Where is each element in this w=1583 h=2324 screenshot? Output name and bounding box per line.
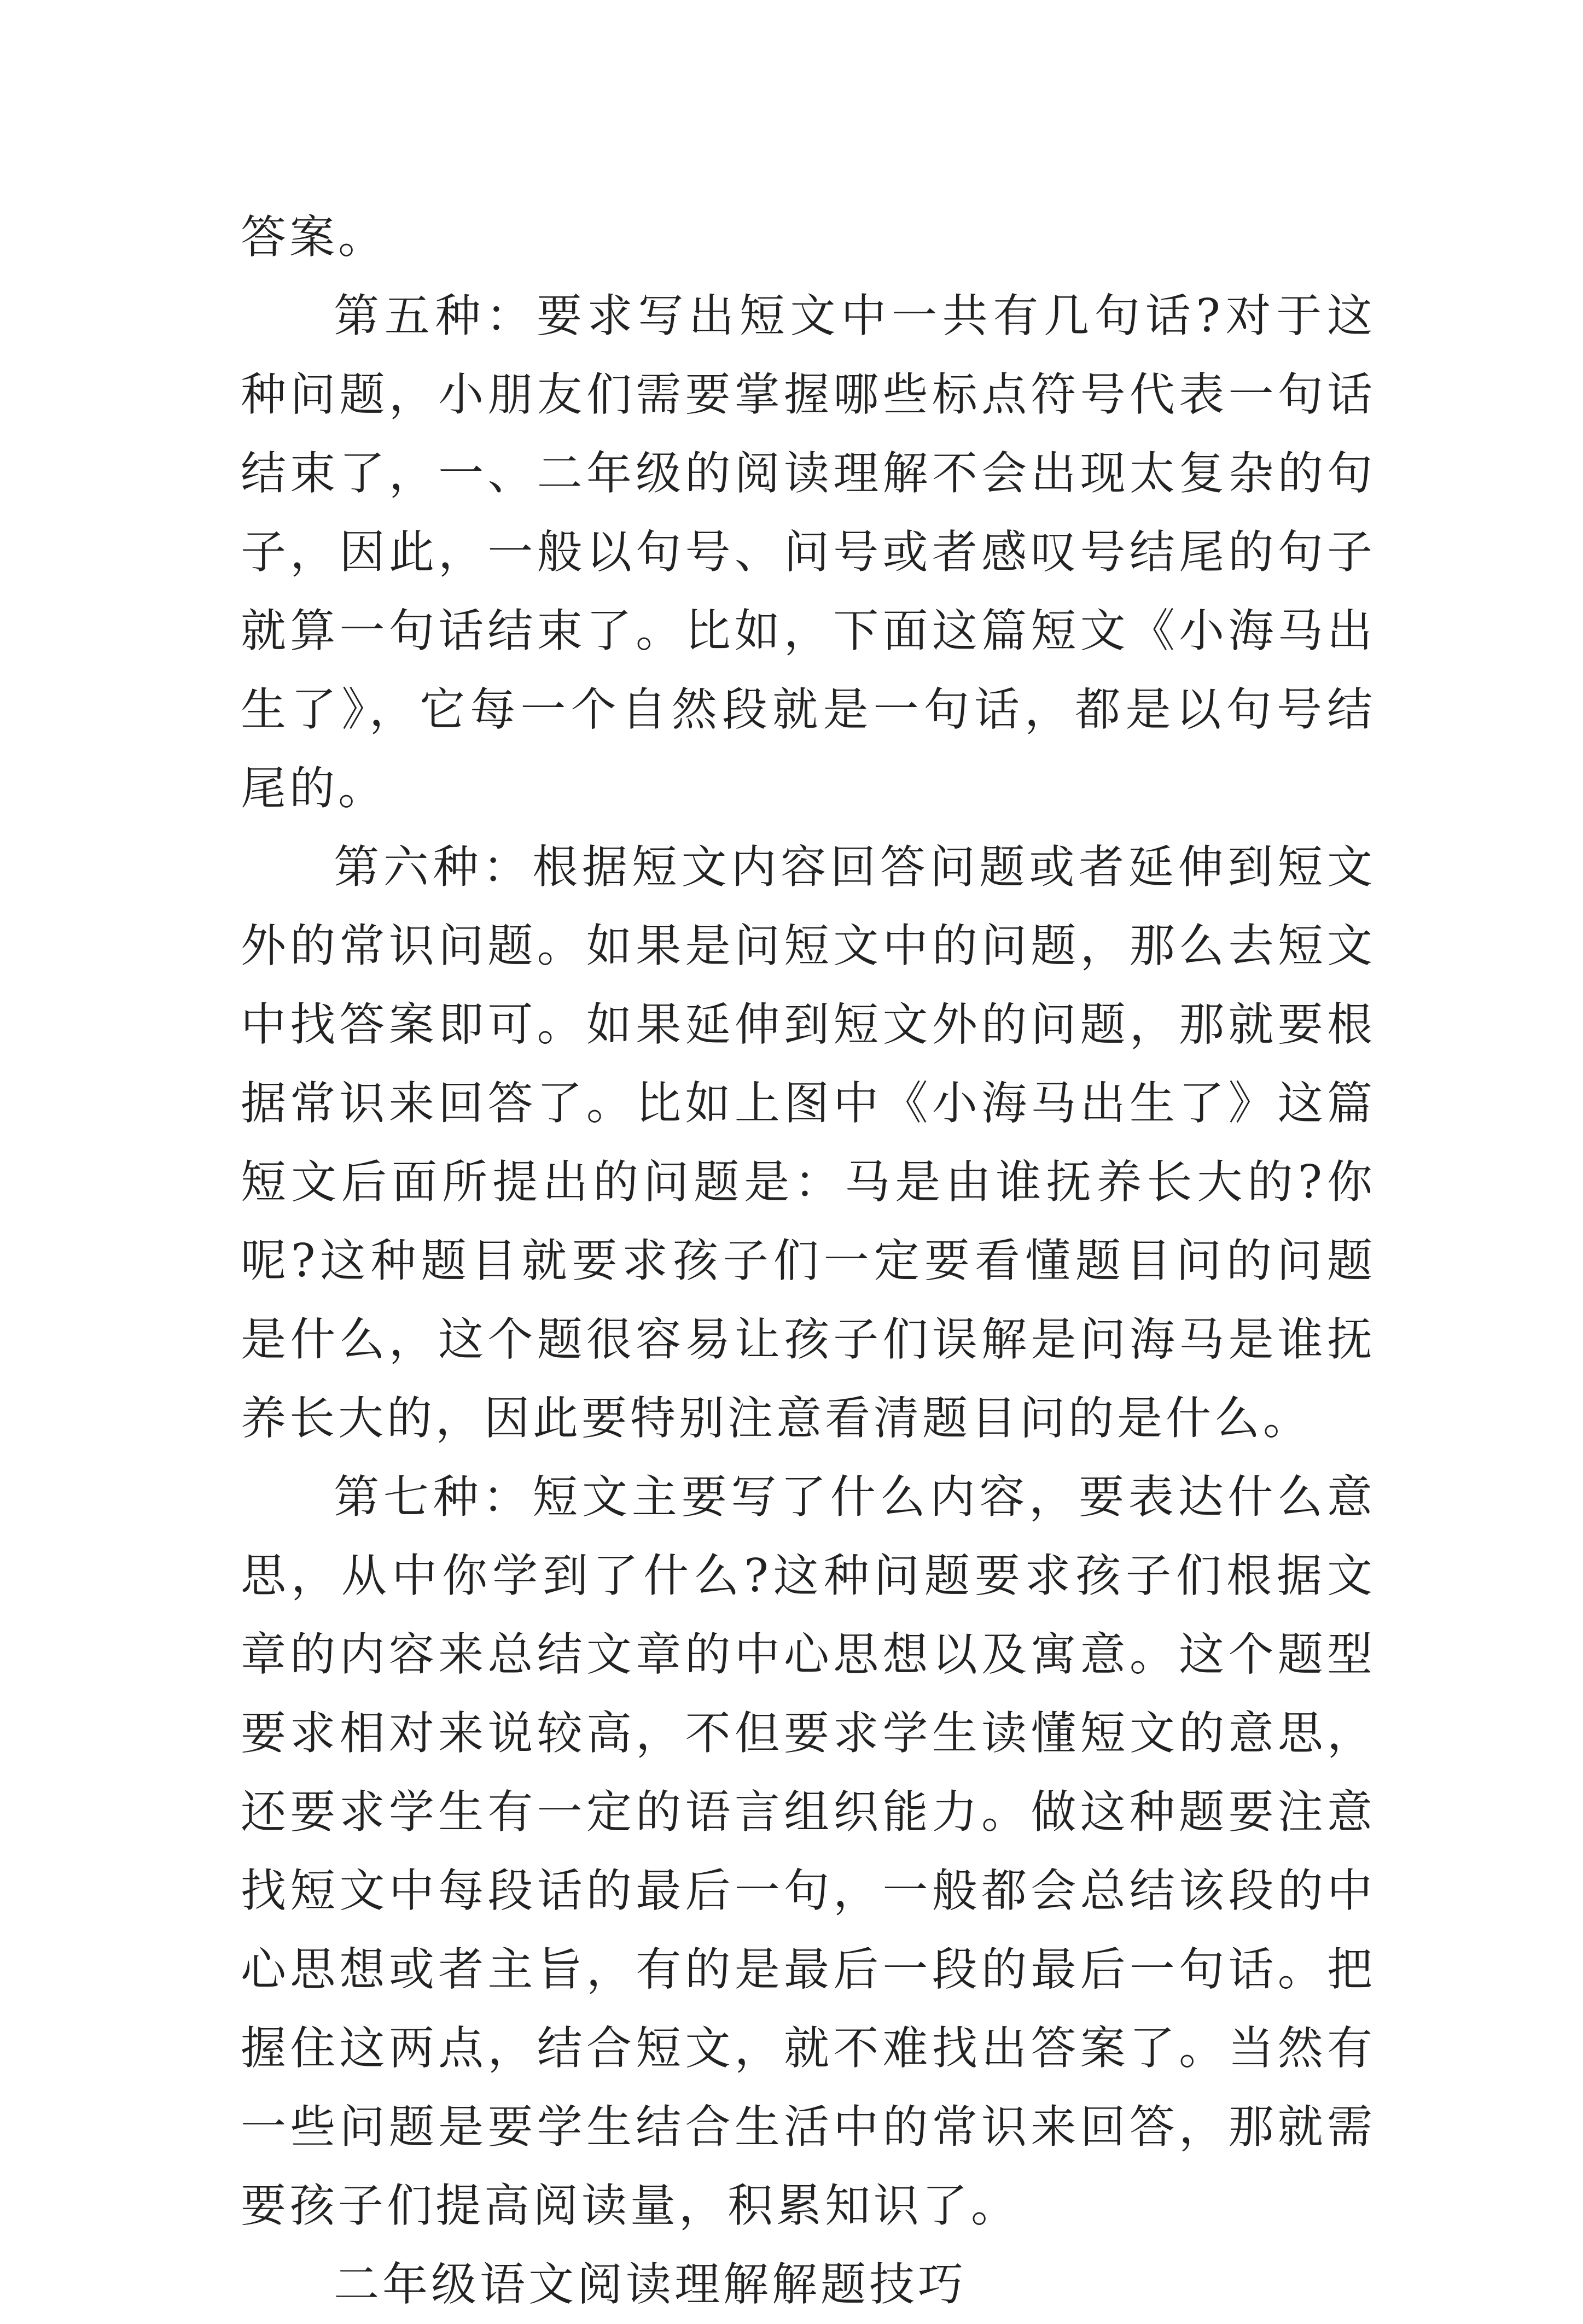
document-body (241, 198, 1376, 2324)
paragraph-type-five: 第五种：要求写出短文中一共有几句话?对于这种问题，小朋友们需要掌握哪些标点符号代表一句话结束了，一、二年级的阅读理解不会出现太复杂的句子，因此，一般以句号、问号或者感叹号结尾的句子就算一句话结束了。比如，下面这篇短文《小海马出生了》，它每一个自然段就是一句话，都是以句号结尾的。 (241, 289, 1376, 815)
paragraph-continuation: 答案。 (241, 211, 387, 264)
section-heading: 二年级语文阅读理解解题技巧 (334, 2258, 967, 2311)
paragraph-type-seven: 第七种：短文主要写了什么内容，要表达什么意思，从中你学到了什么?这种问题要求孩子们根据文章的内容来总结文章的中心思想以及寓意。这个题型要求相对来说较高，不但要求学生读懂短文的意思，还要求学生有一定的语言组织能力。做这种题要注意找短文中每段话的最后一句，一般都会总结该段的中心思想或者主旨，有的是最后一段的最后一句话。把握住这两点，结合短文，就不难找出答案了。当然有一些问题是要学生结合生活中的常识来回答，那就需要孩子们提高阅读量，积累知识了。 (241, 1470, 1376, 2232)
paragraph-type-six: 第六种：根据短文内容回答问题或者延伸到短文外的常识问题。如果是问短文中的问题，那么去短文中找答案即可。如果延伸到短文外的问题，那就要根据常识来回答了。比如上图中《小海马出生了》这篇短文后面所提出的问题是：马是由谁抚养长大的?你呢?这种题目就要求孩子们一定要看懂题目问的问题是什么，这个题很容易让孩子们误解是问海马是谁抚养长大的，因此要特别注意看清题目问的是什么。 (241, 840, 1376, 1445)
